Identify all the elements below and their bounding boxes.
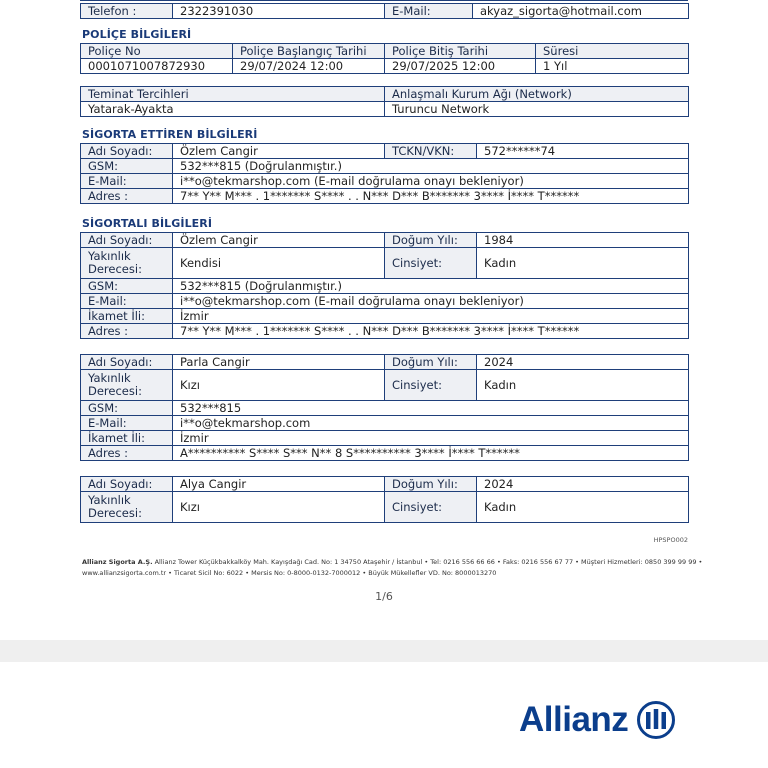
policyholder-table (80, 143, 689, 204)
insured-section-title: SİGORTALI BİLGİLERİ (82, 217, 213, 230)
holder-tckn-value: 572******74 (477, 144, 689, 159)
network-label: Anlaşmalı Kurum Ağı (Network) (385, 87, 689, 102)
insured-person-3-table (80, 476, 689, 523)
policy-section-title: POLİÇE BİLGİLERİ (82, 28, 192, 41)
insured-person-1-table (80, 232, 689, 339)
network-value: Turuncu Network (385, 102, 689, 117)
insured-birth-label: Doğum Yılı: (385, 233, 477, 248)
coverage-table (80, 86, 689, 117)
insured-gsm-value: 532***815 (173, 401, 689, 416)
policy-table (80, 43, 689, 74)
insured-gsm-value: 532***815 (Doğrulanmıştır.) (173, 279, 689, 294)
insured-relation-value: Kızı (173, 492, 385, 523)
relation-label-line-2: Derecesi: (88, 506, 142, 520)
insured-address-value: A********** S**** S*** N** 8 S********** 3**** İ**** T****** (173, 446, 689, 461)
insured-gender-label: Cinsiyet: (385, 492, 477, 523)
insured-gender-label: Cinsiyet: (385, 248, 477, 279)
relation-label-line-1: Yakınlık (88, 249, 131, 263)
insured-birth-label: Doğum Yılı: (385, 477, 477, 492)
footer-line-2: www.allianzsigorta.com.tr • Ticaret Sicil No: 6022 • Mersis No: 0-8000-0132-7000012 • Büyük Mükellefler VD. No: 8000013270 (82, 569, 497, 577)
policy-duration-header: Süresi (536, 44, 689, 59)
policyholder-section-title: SİGORTA ETTİREN BİLGİLERİ (82, 128, 258, 141)
holder-address-value: 7** Y** M*** . 1******* S**** . . N*** D*** B******* 3**** İ**** T****** (173, 189, 689, 204)
allianz-logo (519, 700, 676, 740)
insured-city-label: İkamet İli: (81, 309, 173, 324)
holder-gsm-value: 532***815 (Doğrulanmıştır.) (173, 159, 689, 174)
logo-text: Allianz (519, 700, 629, 739)
phone-label: Telefon : (81, 4, 173, 19)
insured-birth-value: 2024 (477, 477, 689, 492)
insured-gender-value: Kadın (477, 492, 689, 523)
policy-start-value: 29/07/2024 12:00 (233, 59, 385, 74)
insured-relation-value: Kendisi (173, 248, 385, 279)
insured-gender-label: Cinsiyet: (385, 370, 477, 401)
insured-name-value: Alya Cangir (173, 477, 385, 492)
holder-email-label: E-Mail: (81, 174, 173, 189)
policy-no-value: 0001071007872930 (81, 59, 233, 74)
policy-end-header: Poliçe Bitiş Tarihi (385, 44, 536, 59)
phone-value: 2322391030 (173, 4, 385, 19)
insured-email-value: i**o@tekmarshop.com (E-mail doğrulama onayı bekleniyor) (173, 294, 689, 309)
insured-address-label: Adres : (81, 324, 173, 339)
policy-end-value: 29/07/2025 12:00 (385, 59, 536, 74)
table-top-border (80, 0, 688, 1)
insured-name-value: Parla Cangir (173, 355, 385, 370)
insured-gsm-label: GSM: (81, 279, 173, 294)
insured-gender-value: Kadın (477, 248, 689, 279)
insured-name-label: Adı Soyadı: (81, 477, 173, 492)
policy-no-header: Poliçe No (81, 44, 233, 59)
holder-address-label: Adres : (81, 189, 173, 204)
insured-birth-value: 2024 (477, 355, 689, 370)
footer-line-1 (82, 558, 702, 566)
form-code: HPSPO002 (653, 536, 688, 544)
relation-label-line-2: Derecesi: (88, 262, 142, 276)
policy-start-header: Poliçe Başlangıç Tarihi (233, 44, 385, 59)
insured-city-label: İkamet İli: (81, 431, 173, 446)
policy-duration-value: 1 Yıl (536, 59, 689, 74)
holder-gsm-label: GSM: (81, 159, 173, 174)
coverage-value: Yatarak-Ayakta (81, 102, 385, 117)
holder-name-label: Adı Soyadı: (81, 144, 173, 159)
insured-gsm-label: GSM: (81, 401, 173, 416)
email-label: E-Mail: (385, 4, 473, 19)
insured-gender-value: Kadın (477, 370, 689, 401)
insured-birth-label: Doğum Yılı: (385, 355, 477, 370)
insured-address-label: Adres : (81, 446, 173, 461)
relation-label-line-1: Yakınlık (88, 493, 131, 507)
insured-name-label: Adı Soyadı: (81, 233, 173, 248)
insured-person-2-table (80, 354, 689, 461)
insured-address-value: 7** Y** M*** . 1******* S**** . . N*** D*** B******* 3**** İ**** T****** (173, 324, 689, 339)
insured-relation-label (81, 492, 173, 523)
holder-email-value: i**o@tekmarshop.com (E-mail doğrulama onayı bekleniyor) (173, 174, 689, 189)
relation-label-line-2: Derecesi: (88, 384, 142, 398)
insured-relation-value: Kızı (173, 370, 385, 401)
page-number: 1/6 (375, 590, 393, 603)
relation-label-line-1: Yakınlık (88, 371, 131, 385)
email-value: akyaz_sigorta@hotmail.com (473, 4, 689, 19)
insured-relation-label (81, 248, 173, 279)
allianz-eagle-icon (636, 700, 676, 740)
insured-relation-label (81, 370, 173, 401)
insured-city-value: İzmir (173, 431, 689, 446)
insured-email-label: E-Mail: (81, 294, 173, 309)
insured-name-label: Adı Soyadı: (81, 355, 173, 370)
contact-table (80, 3, 689, 19)
coverage-label: Teminat Tercihleri (81, 87, 385, 102)
insured-email-value: i**o@tekmarshop.com (173, 416, 689, 431)
insured-birth-value: 1984 (477, 233, 689, 248)
insured-city-value: İzmir (173, 309, 689, 324)
insured-name-value: Özlem Cangir (173, 233, 385, 248)
holder-name-value: Özlem Cangir (173, 144, 385, 159)
footer-company-name: Allianz Sigorta A.Ş. (82, 558, 153, 566)
insured-email-label: E-Mail: (81, 416, 173, 431)
footer-company-details: Allianz Tower Küçükbakkalköy Mah. Kayışdağı Cad. No: 1 34750 Ataşehir / İstanbul • Tel: 0216 556 66 66 • Faks: 0216 556 67 77 • Müşteri Hizmetleri: 0850 399 99 99 • (152, 558, 703, 566)
holder-tckn-label: TCKN/VKN: (385, 144, 477, 159)
